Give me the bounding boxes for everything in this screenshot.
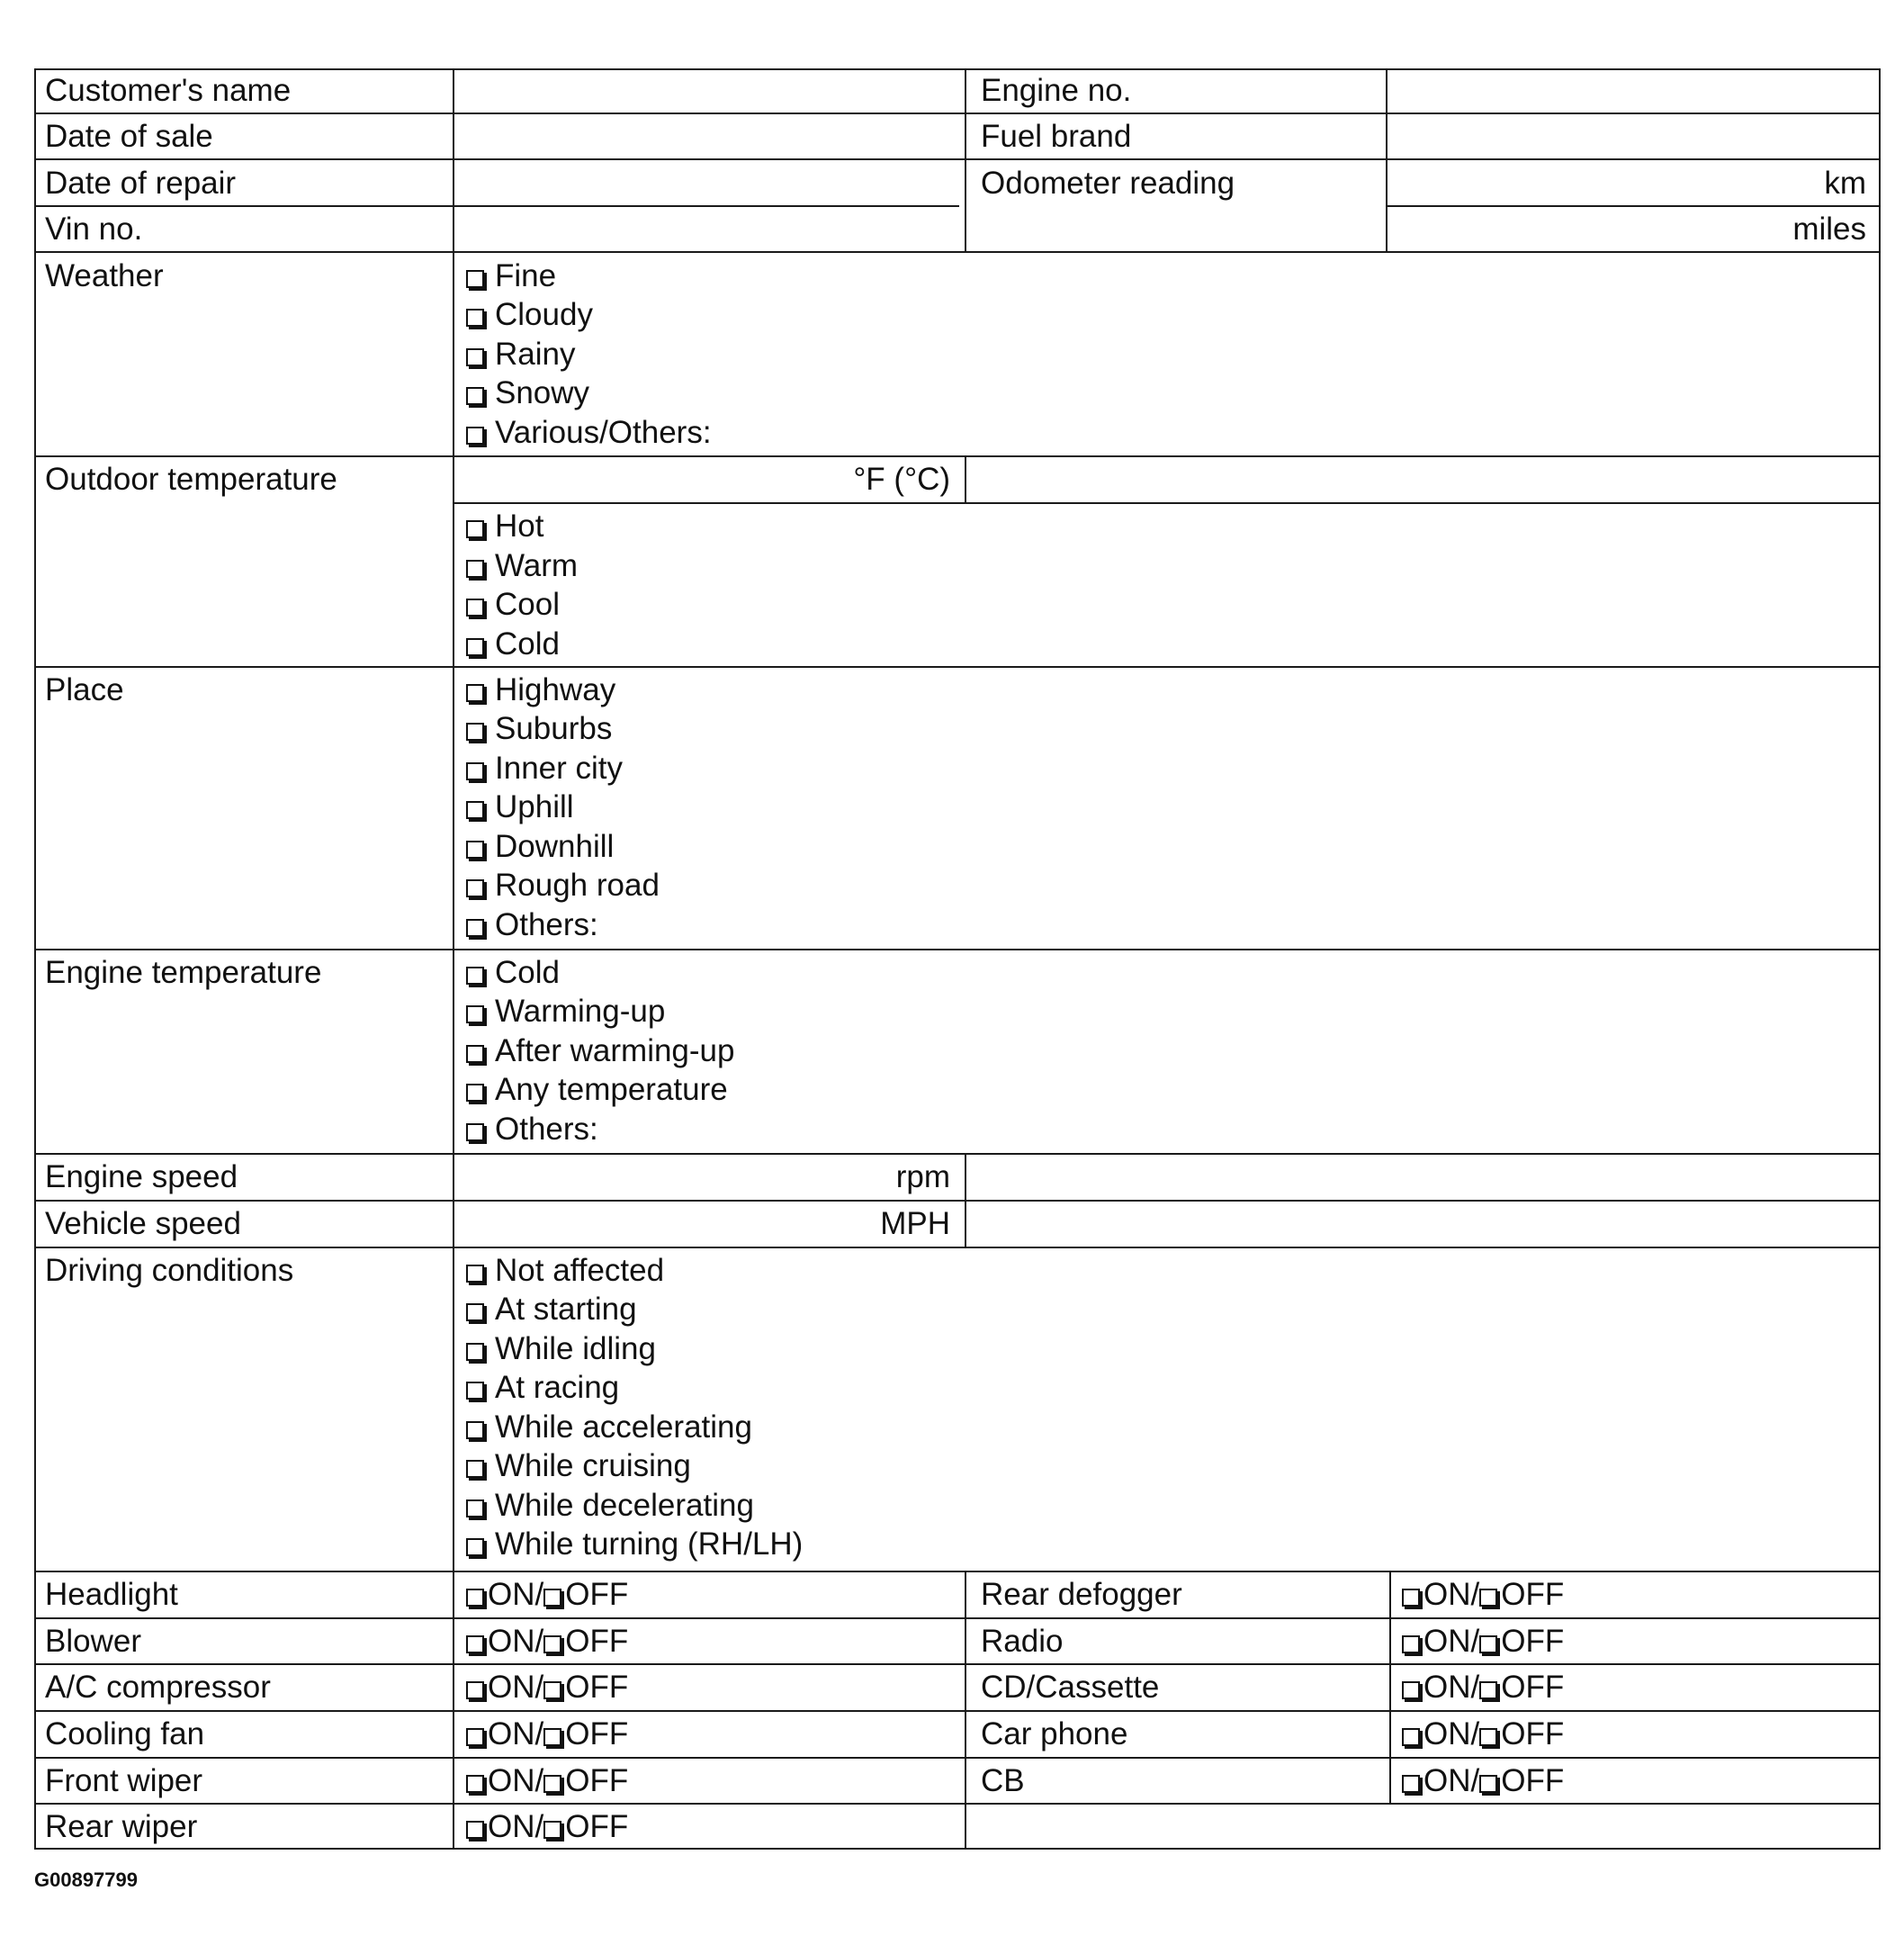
car-phone-toggle[interactable]: ON/ OFF xyxy=(1402,1718,1564,1750)
unit-rpm: rpm xyxy=(895,1159,950,1194)
place-option-suburbs[interactable]: Suburbs xyxy=(466,713,612,744)
checkbox-icon xyxy=(466,1589,484,1607)
headlight-toggle[interactable]: ON/ OFF xyxy=(466,1579,628,1610)
date-of-sale-label: Date of sale xyxy=(45,119,213,154)
checkbox-icon xyxy=(466,427,484,445)
date-of-repair-field[interactable] xyxy=(454,160,965,205)
place-option-inner-city[interactable]: Inner city xyxy=(466,752,623,784)
checkbox-icon xyxy=(1479,1589,1497,1607)
driving-option-not-affected[interactable]: Not affected xyxy=(466,1255,664,1286)
radio-toggle[interactable]: ON/ OFF xyxy=(1402,1625,1564,1657)
checkbox-icon xyxy=(1402,1589,1420,1607)
engine-temp-option-any[interactable]: Any temperature xyxy=(466,1074,728,1105)
checkbox-icon xyxy=(466,684,484,702)
outdoor-option-cool[interactable]: Cool xyxy=(466,589,560,620)
checkbox-icon xyxy=(466,919,484,937)
checkbox-icon xyxy=(1479,1635,1497,1653)
fuel-brand-field[interactable] xyxy=(1388,114,1879,158)
checkbox-icon xyxy=(466,1681,484,1699)
checkbox-icon xyxy=(466,1499,484,1517)
unit-mph: MPH xyxy=(880,1206,950,1241)
blower-toggle[interactable]: ON/ OFF xyxy=(466,1625,628,1657)
engine-temp-option-others[interactable]: Others: xyxy=(466,1113,598,1145)
checkbox-icon xyxy=(466,1303,484,1321)
checkbox-icon xyxy=(466,309,484,327)
checkbox-icon xyxy=(466,1343,484,1361)
figure-id: G00897799 xyxy=(34,1868,138,1891)
driving-option-while-cruising[interactable]: While cruising xyxy=(466,1450,691,1481)
outdoor-temperature-label: Outdoor temperature xyxy=(45,462,337,497)
unit-km: km xyxy=(1824,166,1866,201)
driving-option-while-turning[interactable]: While turning (RH/LH) xyxy=(466,1528,803,1560)
checkbox-icon xyxy=(466,967,484,985)
weather-option-others[interactable]: Various/Others: xyxy=(466,417,712,448)
place-option-others[interactable]: Others: xyxy=(466,909,598,941)
checkbox-icon xyxy=(1402,1728,1420,1746)
driving-option-at-starting[interactable]: At starting xyxy=(466,1293,637,1325)
weather-option-fine[interactable]: Fine xyxy=(466,260,556,292)
blower-label: Blower xyxy=(45,1624,141,1659)
checkbox-icon xyxy=(466,1421,484,1439)
checkbox-icon xyxy=(466,1538,484,1556)
engine-no-field[interactable] xyxy=(1388,70,1879,113)
checkbox-icon xyxy=(466,1045,484,1063)
engine-temp-option-cold[interactable]: Cold xyxy=(466,957,560,988)
outdoor-option-warm[interactable]: Warm xyxy=(466,550,578,581)
odometer-reading-label: Odometer reading xyxy=(981,166,1235,201)
checkbox-icon xyxy=(1402,1635,1420,1653)
cb-label: CB xyxy=(981,1763,1025,1798)
outdoor-option-hot[interactable]: Hot xyxy=(466,510,543,542)
vin-no-field[interactable] xyxy=(454,207,965,251)
vehicle-speed-label: Vehicle speed xyxy=(45,1206,241,1241)
checkbox-icon xyxy=(466,270,484,288)
engine-temp-option-warming-up[interactable]: Warming-up xyxy=(466,995,665,1027)
rear-wiper-label: Rear wiper xyxy=(45,1809,198,1844)
date-of-sale-field[interactable] xyxy=(454,114,965,158)
engine-temperature-label: Engine temperature xyxy=(45,955,322,990)
place-option-rough-road[interactable]: Rough road xyxy=(466,869,660,901)
checkbox-icon xyxy=(466,1005,484,1023)
checkbox-icon xyxy=(466,762,484,780)
checkbox-icon xyxy=(543,1635,561,1653)
checkbox-icon xyxy=(543,1775,561,1793)
checkbox-icon xyxy=(466,1728,484,1746)
checkbox-icon xyxy=(466,723,484,741)
rear-defogger-label: Rear defogger xyxy=(981,1577,1182,1612)
cb-toggle[interactable]: ON/ OFF xyxy=(1402,1765,1564,1796)
engine-temp-option-after-warming-up[interactable]: After warming-up xyxy=(466,1035,734,1067)
checkbox-icon xyxy=(543,1681,561,1699)
checkbox-icon xyxy=(466,1382,484,1400)
place-option-highway[interactable]: Highway xyxy=(466,674,615,706)
checkbox-icon xyxy=(1479,1681,1497,1699)
checkbox-icon xyxy=(466,599,484,617)
checkbox-icon xyxy=(466,841,484,859)
checkbox-icon xyxy=(466,387,484,405)
cooling-fan-toggle[interactable]: ON/ OFF xyxy=(466,1718,628,1750)
checkbox-icon xyxy=(466,348,484,366)
checkbox-icon xyxy=(466,1084,484,1102)
checkbox-icon xyxy=(466,560,484,578)
checkbox-icon xyxy=(466,1635,484,1653)
front-wiper-toggle[interactable]: ON/ OFF xyxy=(466,1765,628,1796)
weather-option-cloudy[interactable]: Cloudy xyxy=(466,299,593,330)
vin-no-label: Vin no. xyxy=(45,212,143,247)
engine-speed-label: Engine speed xyxy=(45,1159,238,1194)
weather-option-rainy[interactable]: Rainy xyxy=(466,338,575,370)
place-option-downhill[interactable]: Downhill xyxy=(466,831,614,862)
weather-option-snowy[interactable]: Snowy xyxy=(466,377,589,409)
checkbox-icon xyxy=(1402,1681,1420,1699)
place-label: Place xyxy=(45,672,124,707)
customer-name-label: Customer's name xyxy=(45,73,292,108)
fuel-brand-label: Fuel brand xyxy=(981,119,1132,154)
driving-option-at-racing[interactable]: At racing xyxy=(466,1372,619,1403)
cd-cassette-label: CD/Cassette xyxy=(981,1670,1160,1705)
cooling-fan-label: Cooling fan xyxy=(45,1716,205,1751)
checkbox-icon xyxy=(1479,1775,1497,1793)
checkbox-icon xyxy=(466,1460,484,1478)
checkbox-icon xyxy=(1479,1728,1497,1746)
customer-name-field[interactable] xyxy=(454,70,965,113)
checkbox-icon xyxy=(466,1775,484,1793)
checkbox-icon xyxy=(466,1265,484,1283)
driving-conditions-label: Driving conditions xyxy=(45,1253,294,1288)
engine-no-label: Engine no. xyxy=(981,73,1132,108)
checkbox-icon xyxy=(466,879,484,897)
checkbox-icon xyxy=(543,1589,561,1607)
checkbox-icon xyxy=(466,638,484,656)
place-option-uphill[interactable]: Uphill xyxy=(466,791,574,823)
checkbox-icon xyxy=(1402,1775,1420,1793)
cd-cassette-toggle[interactable]: ON/ OFF xyxy=(1402,1671,1564,1703)
ac-compressor-label: A/C compressor xyxy=(45,1670,271,1705)
rear-wiper-toggle[interactable]: ON/ OFF xyxy=(466,1811,628,1842)
outdoor-option-cold[interactable]: Cold xyxy=(466,628,560,660)
checkbox-icon xyxy=(543,1728,561,1746)
date-of-repair-label: Date of repair xyxy=(45,166,237,201)
checkbox-icon xyxy=(466,1821,484,1839)
driving-option-while-decelerating[interactable]: While decelerating xyxy=(466,1490,754,1521)
checkbox-icon xyxy=(466,1123,484,1141)
headlight-label: Headlight xyxy=(45,1577,178,1612)
driving-option-while-accelerating[interactable]: While accelerating xyxy=(466,1411,752,1443)
car-phone-label: Car phone xyxy=(981,1716,1128,1751)
front-wiper-label: Front wiper xyxy=(45,1763,203,1798)
ac-compressor-toggle[interactable]: ON/ OFF xyxy=(466,1671,628,1703)
driving-option-while-idling[interactable]: While idling xyxy=(466,1333,656,1364)
checkbox-icon xyxy=(466,520,484,538)
checkbox-icon xyxy=(466,801,484,819)
repair-inquiry-form xyxy=(34,68,1881,1850)
unit-fahrenheit-celsius: °F (°C) xyxy=(853,462,950,497)
checkbox-icon xyxy=(543,1821,561,1839)
rear-defogger-toggle[interactable]: ON/ OFF xyxy=(1402,1579,1564,1610)
unit-miles: miles xyxy=(1792,212,1866,247)
weather-label: Weather xyxy=(45,258,164,293)
radio-label: Radio xyxy=(981,1624,1064,1659)
